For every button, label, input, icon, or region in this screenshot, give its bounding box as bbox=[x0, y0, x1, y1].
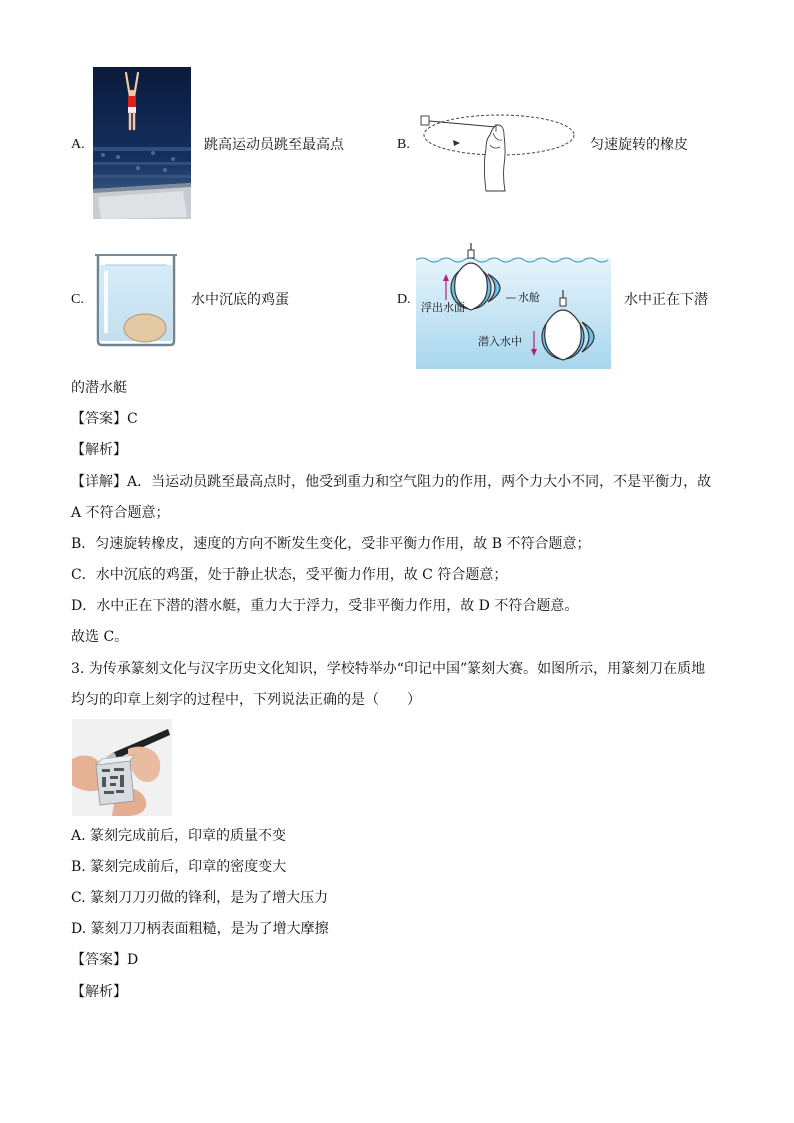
seal-carving-photo bbox=[72, 719, 172, 816]
option-c-letter: C. bbox=[71, 292, 84, 307]
q2-answer bbox=[71, 409, 138, 429]
detail-line: C．水中沉底的鸡蛋，处于静止状态，受平衡力作用，故 C 符合题意； bbox=[71, 567, 508, 583]
answer-label: 【答案】 bbox=[71, 411, 127, 427]
spinning-eraser-figure bbox=[416, 105, 578, 193]
option-b-letter: B. bbox=[397, 137, 410, 152]
submarine-label-tank: 水舱 bbox=[518, 291, 540, 304]
option-c-text: 水中沉底的鸡蛋 bbox=[191, 292, 289, 308]
detail-line: A 不符合题意； bbox=[71, 505, 170, 521]
q3-option-a: A. 篆刻完成前后，印章的质量不变 bbox=[71, 828, 287, 844]
high-jumper-photo bbox=[93, 67, 191, 219]
q2-analysis-label: 【解析】 bbox=[71, 442, 127, 458]
option-b-text: 匀速旋转的橡皮 bbox=[590, 137, 688, 153]
q3-answer bbox=[71, 950, 138, 970]
q3-analysis-label: 【解析】 bbox=[71, 984, 127, 1000]
option-d-text: 水中正在下潜 bbox=[624, 292, 708, 308]
submarine-label-float: 浮出水面 bbox=[421, 301, 465, 314]
answer-value: C bbox=[127, 411, 138, 427]
q3-stem-line: 3. 为传承篆刻文化与汉字历史文化知识，学校特举办“印记中国”篆刻大赛。如图所示，用篆刻刀在质地 bbox=[71, 661, 706, 677]
detail-line: 故选 C。 bbox=[71, 629, 129, 645]
submarine-label-dive: 潜入水中 bbox=[478, 335, 522, 348]
option-d-continuation: 的潜水艇 bbox=[71, 380, 127, 396]
option-a-text: 跳高运动员跳至最高点 bbox=[204, 137, 344, 153]
option-a-letter: A. bbox=[71, 137, 85, 152]
answer-value: D bbox=[127, 952, 139, 968]
q3-option-b: B. 篆刻完成前后，印章的密度变大 bbox=[71, 859, 287, 875]
detail-line: B．匀速旋转橡皮，速度的方向不断发生变化，受非平衡力作用，故 B 不符合题意； bbox=[71, 536, 591, 552]
detail-line: D．水中正在下潜的潜水艇，重力大于浮力，受非平衡力作用，故 D 不符合题意。 bbox=[71, 598, 579, 614]
q3-stem-line: 均匀的印章上刻字的过程中，下列说法正确的是（ ） bbox=[71, 692, 421, 708]
answer-label: 【答案】 bbox=[71, 952, 127, 968]
detail-line: 【详解】A．当运动员跳至最高点时，他受到重力和空气阻力的作用，两个力大小不同，不是平衡力，故 bbox=[71, 474, 712, 490]
q3-option-d: D. 篆刻刀刀柄表面粗糙，是为了增大摩擦 bbox=[71, 921, 329, 937]
egg-in-beaker-figure bbox=[93, 251, 179, 347]
option-d-letter: D. bbox=[397, 292, 411, 307]
q3-option-c: C. 篆刻刀刀刃做的锋利，是为了增大压力 bbox=[71, 890, 329, 906]
